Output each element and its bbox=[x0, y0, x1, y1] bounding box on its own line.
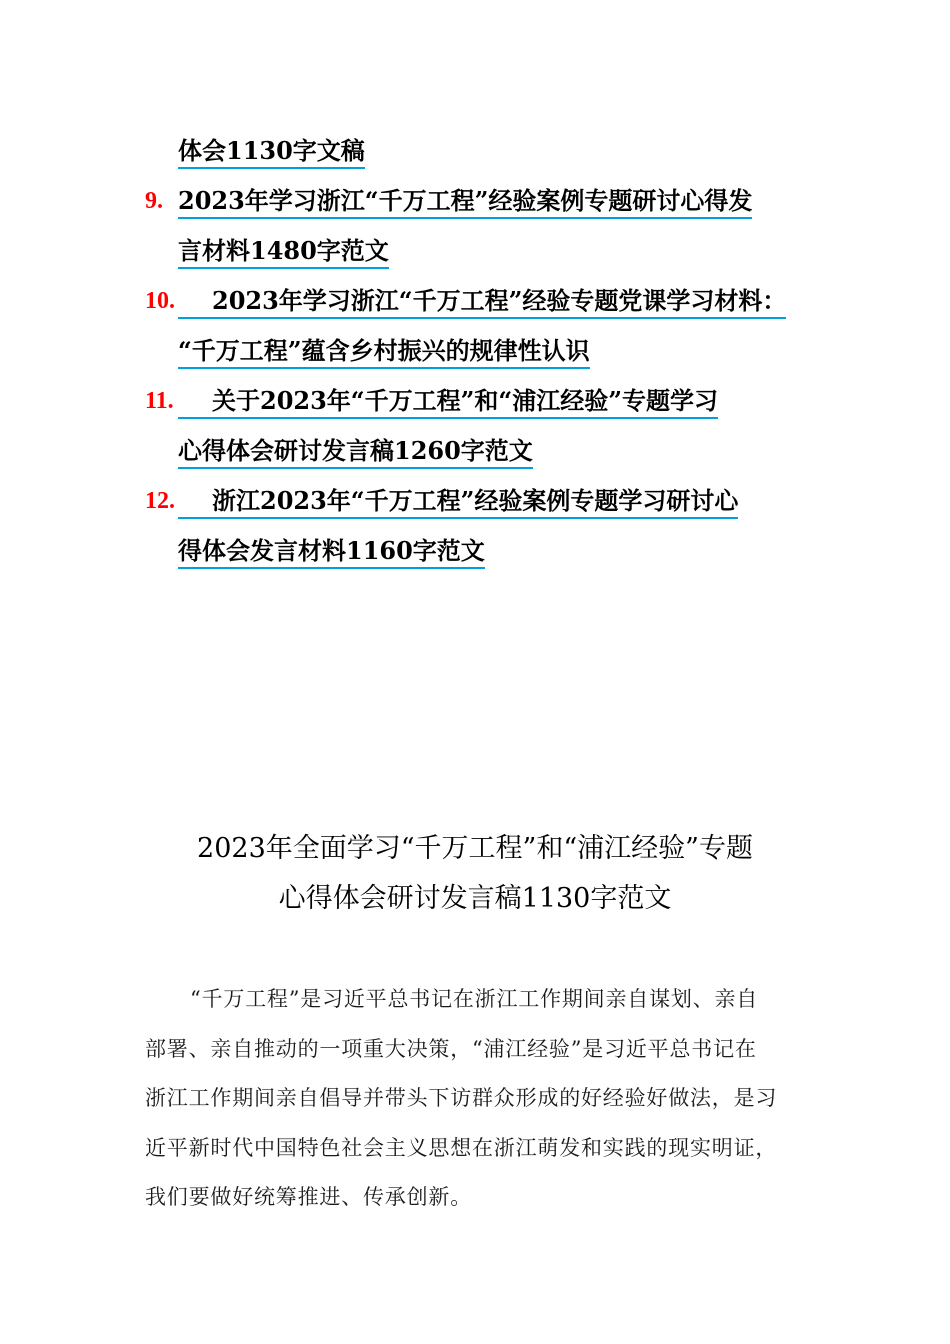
toc-entry-10-cont[interactable] bbox=[178, 336, 590, 369]
toc-entry-10-number: 10. bbox=[145, 288, 175, 314]
paragraph-line-4: 近平新时代中国特色社会主义思想在浙江萌发和实践的现实明证， bbox=[145, 1136, 778, 1160]
toc-entry-12-line2[interactable]: 得体会发言材料1160字范文 bbox=[178, 536, 485, 569]
toc-entry-11-line1[interactable]: 关于2023年“千万工程”和“浦江经验”专题学习 bbox=[178, 386, 718, 419]
toc-entry-12-number: 12. bbox=[145, 488, 175, 514]
toc-entry-8-continuation[interactable] bbox=[178, 136, 365, 169]
toc-entry-9-line1[interactable]: 2023年学习浙江“千万工程”经验案例专题研讨心得发 bbox=[178, 186, 752, 219]
toc-entry-9[interactable] bbox=[178, 186, 752, 219]
toc-entry-10[interactable] bbox=[178, 286, 786, 319]
toc-entry-9-line2[interactable]: 言材料1480字范文 bbox=[178, 236, 389, 269]
article-title-line1: 2023年全面学习“千万工程”和“浦江经验”专题 bbox=[197, 833, 753, 864]
toc-entry-11-number: 11. bbox=[145, 388, 174, 414]
toc-entry-9-number: 9. bbox=[145, 188, 163, 214]
toc-entry-12-cont[interactable] bbox=[178, 536, 485, 569]
toc-entry-12-line1[interactable]: 浙江2023年“千万工程”经验案例专题学习研讨心 bbox=[178, 486, 738, 519]
toc-entry-8-line2[interactable]: 体会1130字文稿 bbox=[178, 136, 365, 169]
toc-entry-10-line2[interactable]: “千万工程”蕴含乡村振兴的规律性认识 bbox=[178, 336, 590, 369]
toc-entry-11-line2[interactable]: 心得体会研讨发言稿1260字范文 bbox=[178, 436, 533, 469]
paragraph-line-5: 我们要做好统筹推进、传承创新。 bbox=[145, 1185, 472, 1209]
paragraph-line-2: 部署、亲自推动的一项重大决策，“浦江经验”是习近平总书记在 bbox=[145, 1037, 757, 1061]
paragraph-line-1: “千万工程”是习近平总书记在浙江工作期间亲自谋划、亲自 bbox=[190, 987, 759, 1011]
toc-entry-12[interactable] bbox=[178, 486, 738, 519]
paragraph-line-3: 浙江工作期间亲自倡导并带头下访群众形成的好经验好做法，是习 bbox=[145, 1086, 778, 1110]
toc-entry-9-cont[interactable] bbox=[178, 236, 389, 269]
article-title-line2: 心得体会研讨发言稿1130字范文 bbox=[278, 883, 672, 914]
toc-entry-11[interactable] bbox=[178, 386, 718, 419]
toc-entry-10-line1[interactable]: 2023年学习浙江“千万工程”经验专题党课学习材料： bbox=[178, 286, 786, 319]
toc-entry-11-cont[interactable] bbox=[178, 436, 533, 469]
